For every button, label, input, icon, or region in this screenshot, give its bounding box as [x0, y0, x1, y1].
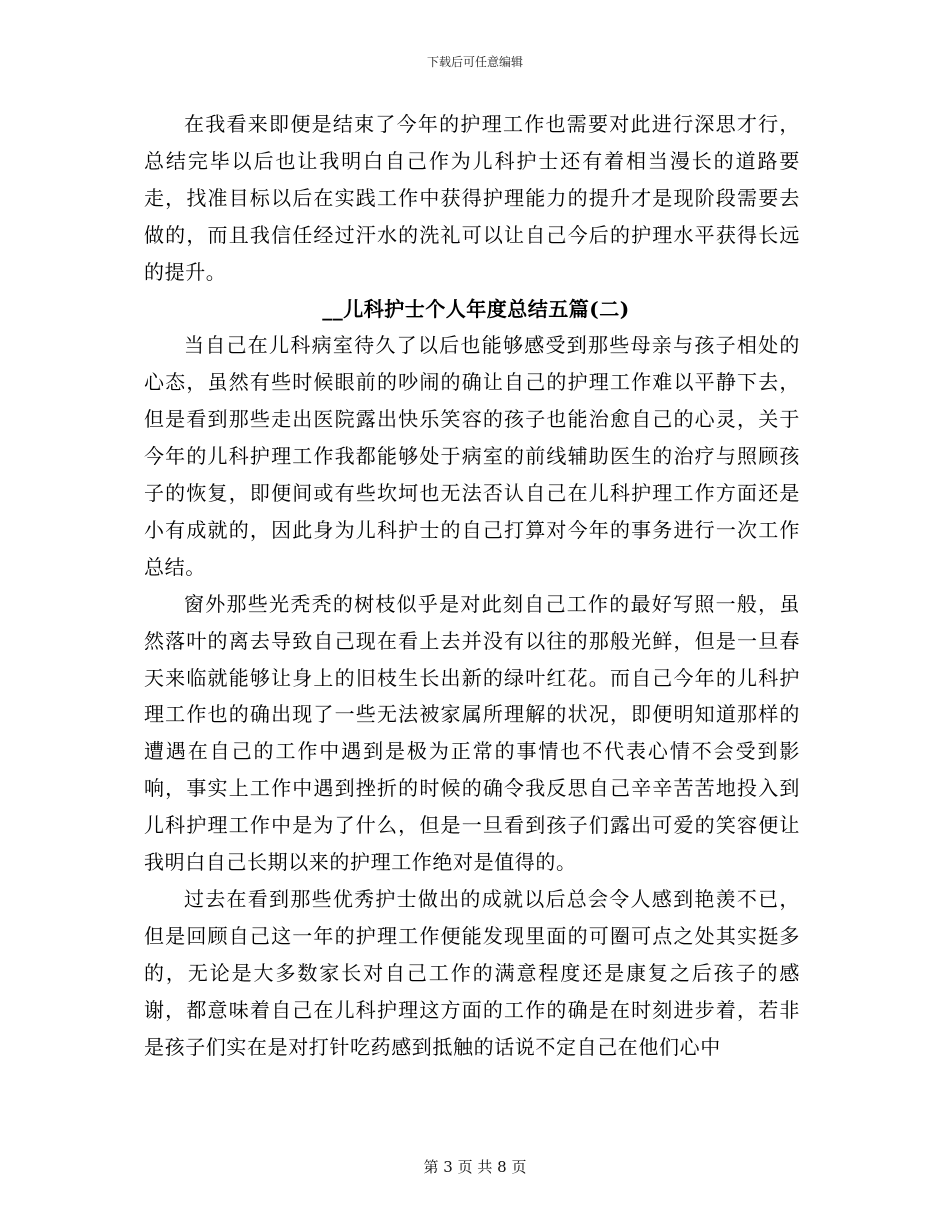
- document-body: [144, 106, 800, 1066]
- page-footer: [0, 1156, 950, 1177]
- page-header: [0, 53, 950, 70]
- header-text: 下载后可任意编辑: [426, 55, 523, 69]
- body-paragraph-3: 窗外那些光秃秃的树枝似乎是对此刻自己工作的最好写照一般，虽然落叶的离去导致自己现在看上去并没有以往的那般光鲜，但是一旦春天来临就能够让身上的旧枝生长出新的绿叶红花。而自己今年的儿科护理工作也的确出现了一些无法被家属所理解的状况，即便明知道那样的遭遇在自己的工作中遇到是极为正常的事情也不代表心情不会受到影响，事实上工作中遇到挫折的时候的确令我反思自己辛辛苦苦地投入到儿科护理工作中是为了什么，但是一旦看到孩子们露出可爱的笑容便让我明白自己长期以来的护理工作绝对是值得的。: [144, 591, 800, 875]
- body-paragraph-4: 过去在看到那些优秀护士做出的成就以后总会令人感到艳羡不已，但是回顾自己这一年的护理工作便能发现里面的可圈可点之处其实挺多的，无论是大多数家长对自己工作的满意程度还是康复之后孩子的感谢，都意味着自己在儿科护理这方面的工作的确是在时刻进步着，若非是孩子们实在是对打针吃药感到抵触的话说不定自己在他们心中: [144, 887, 800, 1059]
- page-number: 第 3 页 共 8 页: [423, 1158, 527, 1176]
- body-paragraph-2: 当自己在儿科病室待久了以后也能够感受到那些母亲与孩子相处的心态，虽然有些时候眼前的吵闹的确让自己的护理工作难以平静下去，但是看到那些走出医院露出快乐笑容的孩子也能治愈自己的心灵，关于今年的儿科护理工作我都能够处于病室的前线辅助医生的治疗与照顾孩子的恢复，即便间或有些坎坷也无法否认自己在儿科护理工作方面还是小有成就的，因此身为儿科护士的自己打算对今年的事务进行一次工作总结。: [144, 333, 800, 579]
- body-paragraph-1: 在我看来即便是结束了今年的护理工作也需要对此进行深思才行，总结完毕以后也让我明白自己作为儿科护士还有着相当漫长的道路要走，找准目标以后在实践工作中获得护理能力的提升才是现阶段需要去做的，而且我信任经过汗水的洗礼可以让自己今后的护理水平获得长远的提升。: [144, 112, 800, 284]
- section-title: __儿科护士个人年度总结五篇(二): [322, 296, 630, 321]
